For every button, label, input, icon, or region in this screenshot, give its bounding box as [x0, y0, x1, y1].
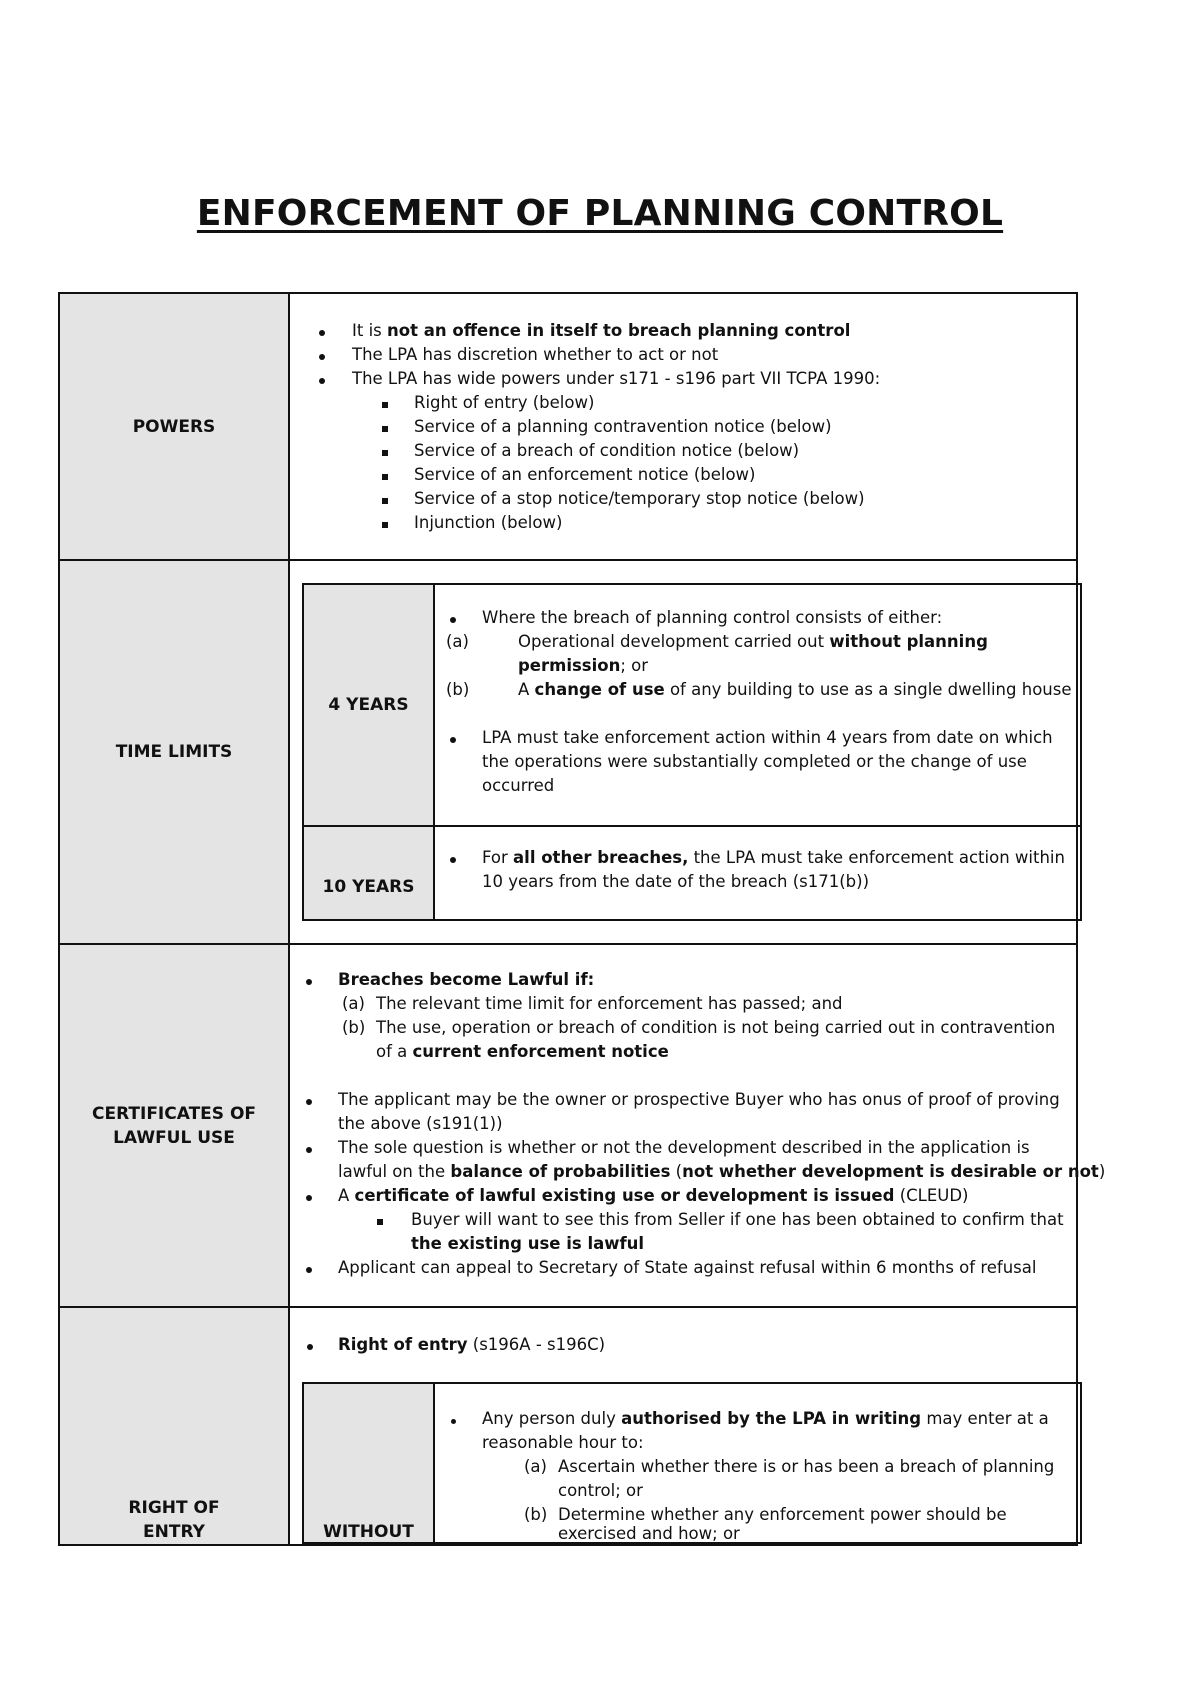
right-of-entry-label: RIGHT OF ENTRY — [60, 1308, 290, 1544]
powers-bullet-1: It is not an offence in itself to breach planning control — [352, 321, 851, 340]
square-bullet — [382, 522, 388, 528]
certificates-row — [60, 945, 1106, 1308]
time-limits-inner-table — [302, 583, 1082, 921]
bullet — [451, 1419, 456, 1424]
powers-sub-item: Injunction (below) — [414, 513, 563, 532]
bullet — [319, 330, 325, 336]
certificates-lawful-heading: Breaches become Lawful if: — [338, 970, 595, 989]
right-of-entry-heading: Right of entry (s196A - s196C) — [338, 1335, 606, 1354]
without-authorised-2: reasonable hour to: — [482, 1433, 644, 1452]
powers-sub-item: Service of an enforcement notice (below) — [414, 465, 756, 484]
certificates-sole-question-2: lawful on the balance of probabilities (not whether development is desirable or not) — [338, 1162, 1106, 1181]
time-limits-row — [60, 561, 1076, 945]
bullet — [450, 617, 456, 623]
without-b-marker: (b) — [524, 1505, 548, 1524]
without-label: WITHOUT — [304, 1384, 435, 1542]
four-years-action-2: the operations were substantially completed or the change of use — [482, 752, 1027, 771]
four-years-action: LPA must take enforcement action within 4 years from date on which — [482, 728, 1053, 747]
four-years-a-text: Operational development carried out without planning — [518, 632, 988, 651]
enforcement-table — [58, 292, 1106, 1546]
square-bullet — [382, 426, 388, 432]
time-limits-label: TIME LIMITS — [60, 561, 290, 943]
square-bullet — [382, 474, 388, 480]
certificates-applicant-2: the above (s191(1)) — [338, 1114, 503, 1133]
without-authorised: Any person duly authorised by the LPA in writing may enter at a — [482, 1409, 1049, 1428]
without-b-text: Determine whether any enforcement power should be — [558, 1505, 1007, 1524]
certificates-buyer: Buyer will want to see this from Seller if one has been obtained to confirm that — [411, 1210, 1064, 1229]
without-a-text-2: control; or — [558, 1481, 643, 1500]
four-years-b-marker: (b) — [446, 680, 470, 699]
four-years-action-3: occurred — [482, 776, 555, 795]
bullet — [450, 737, 456, 743]
right-of-entry-content — [292, 1308, 1076, 1544]
without-a-text: Ascertain whether there is or has been a breach of planning — [558, 1457, 1055, 1476]
certificates-buyer-2: the existing use is lawful — [411, 1234, 645, 1253]
certificates-sole-question: The sole question is whether or not the development described in the application is — [338, 1138, 1030, 1157]
bullet — [307, 1344, 313, 1350]
square-bullet — [382, 450, 388, 456]
powers-sub-item: Service of a breach of condition notice (below) — [414, 441, 800, 460]
certificates-b-text-2: of a current enforcement notice — [376, 1042, 669, 1061]
certificates-applicant: The applicant may be the owner or prospective Buyer who has onus of proof of proving — [338, 1090, 1060, 1109]
certificates-a-text: The relevant time limit for enforcement has passed; and — [376, 994, 843, 1013]
powers-sub-item: Service of a stop notice/temporary stop notice (below) — [414, 489, 865, 508]
four-years-a-text-2: permission; or — [518, 656, 649, 675]
page-title: ENFORCEMENT OF PLANNING CONTROL — [196, 193, 1004, 234]
powers-content — [292, 294, 1076, 559]
square-bullet — [377, 1219, 383, 1225]
powers-bullet-2: The LPA has discretion whether to act or not — [352, 345, 719, 364]
powers-label: POWERS — [60, 294, 290, 559]
bullet — [306, 1099, 312, 1105]
certificates-label: CERTIFICATES OF LAWFUL USE — [60, 945, 290, 1306]
bullet — [306, 1267, 312, 1273]
powers-sub-item: Service of a planning contravention notice (below) — [414, 417, 832, 436]
four-years-a-marker: (a) — [446, 632, 469, 651]
square-bullet — [382, 498, 388, 504]
ten-years-text: For all other breaches, the LPA must take enforcement action within — [482, 848, 1065, 867]
certificates-cleud: A certificate of lawful existing use or development is issued (CLEUD) — [338, 1186, 969, 1205]
powers-bullet-3: The LPA has wide powers under s171 - s196 part VII TCPA 1990: — [352, 369, 881, 388]
bullet — [306, 1147, 312, 1153]
four-years-intro: Where the breach of planning control consists of either: — [482, 608, 943, 627]
powers-row — [60, 294, 1076, 561]
certificates-b-text: The use, operation or breach of condition is not being carried out in contravention — [376, 1018, 1056, 1037]
bullet — [319, 354, 325, 360]
four-years-b-text: A change of use of any building to use as a single dwelling house — [518, 680, 1072, 699]
powers-sub-item: Right of entry (below) — [414, 393, 595, 412]
bullet — [450, 857, 456, 863]
bullet — [319, 378, 325, 384]
certificates-a-marker: (a) — [342, 994, 365, 1013]
right-of-entry-row — [60, 1308, 1076, 1544]
ten-years-text-2: 10 years from the date of the breach (s171(b)) — [482, 872, 870, 891]
certificates-b-marker: (b) — [342, 1018, 366, 1037]
time-limits-content — [292, 561, 1076, 943]
certificates-appeal: Applicant can appeal to Secretary of State against refusal within 6 months of refusal — [338, 1258, 1037, 1277]
without-b-text-2: exercised and how; or — [558, 1524, 740, 1543]
certificates-content — [292, 945, 1106, 1306]
bullet — [306, 1195, 312, 1201]
without-a-marker: (a) — [524, 1457, 547, 1476]
square-bullet — [382, 402, 388, 408]
four-years-label: 4 YEARS — [304, 585, 435, 825]
ten-years-label: 10 YEARS — [304, 827, 435, 919]
right-of-entry-inner-table — [302, 1382, 1082, 1544]
bullet — [306, 979, 312, 985]
